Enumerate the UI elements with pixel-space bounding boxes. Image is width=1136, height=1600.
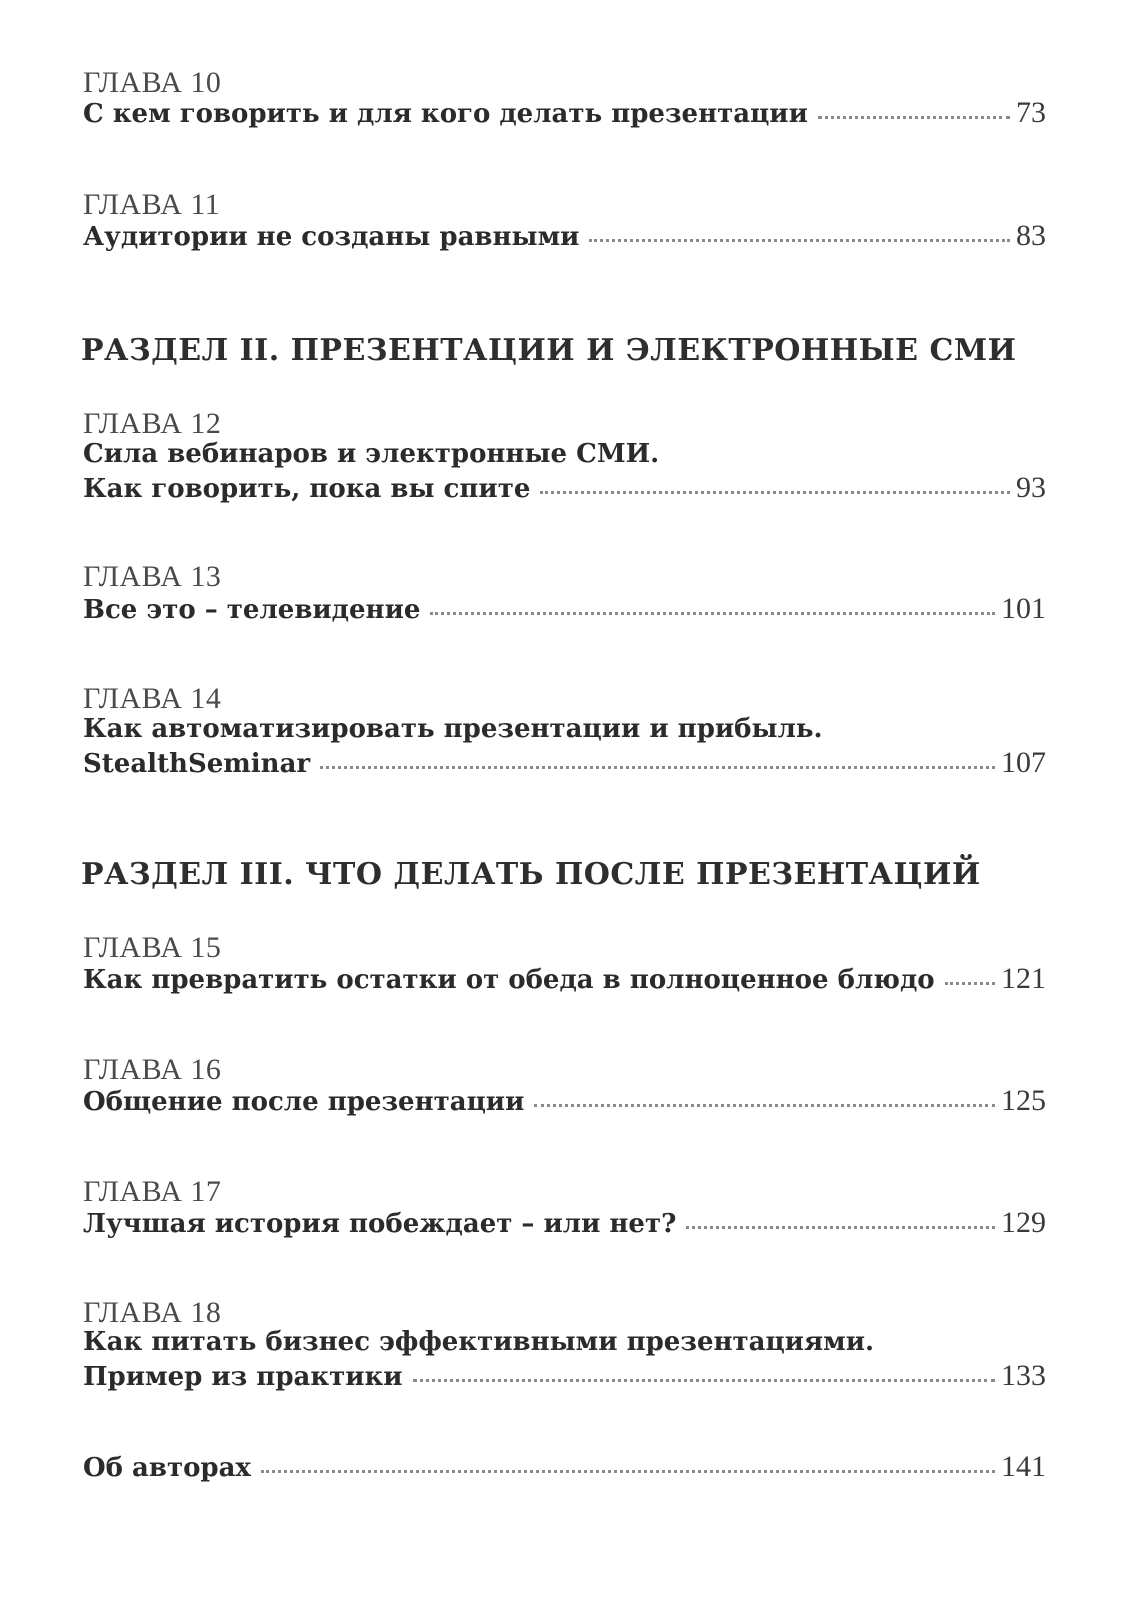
page-number: 125	[1001, 1084, 1046, 1117]
toc-entry-about-authors[interactable]	[83, 1452, 1046, 1482]
chapter-label: ГЛАВА 16	[83, 1053, 222, 1086]
chapter-label: ГЛАВА 11	[83, 188, 221, 221]
dot-leader	[534, 1104, 995, 1107]
toc-entry-chapter-13[interactable]	[83, 594, 1046, 624]
toc-entry-chapter-15[interactable]	[83, 964, 1046, 994]
entry-title: Об авторах	[83, 1453, 251, 1483]
page-number: 83	[1016, 219, 1046, 252]
chapter-title-line-2: Как говорить, пока вы спите	[83, 474, 531, 504]
chapter-label: ГЛАВА 18	[83, 1296, 222, 1329]
page-number: 73	[1016, 96, 1046, 129]
page-number: 93	[1016, 471, 1046, 504]
page-number: 133	[1001, 1359, 1046, 1392]
toc-entry-chapter-16[interactable]	[83, 1086, 1046, 1116]
toc-entry-chapter-12[interactable]	[83, 473, 1046, 503]
chapter-label: ГЛАВА 13	[83, 560, 222, 593]
page-number: 129	[1001, 1206, 1046, 1239]
chapter-title-line-1: Сила вебинаров и электронные СМИ.	[83, 439, 660, 469]
chapter-title: Общение после презентации	[83, 1087, 525, 1117]
dot-leader	[430, 612, 995, 615]
dot-leader	[540, 491, 1010, 494]
chapter-title: Как превратить остатки от обеда в полноценное блюдо	[83, 965, 935, 995]
dot-leader	[413, 1379, 995, 1382]
dot-leader	[818, 116, 1010, 119]
toc-entry-chapter-11[interactable]	[83, 221, 1046, 251]
page-number: 141	[1001, 1450, 1046, 1483]
chapter-label: ГЛАВА 15	[83, 931, 222, 964]
dot-leader	[320, 766, 995, 769]
chapter-title: Аудитории не созданы равными	[83, 222, 580, 252]
chapter-title-line-2: StealthSeminar	[83, 749, 311, 779]
chapter-title-line-1: Как питать бизнес эффективными презентациями.	[83, 1327, 875, 1357]
dot-leader	[686, 1226, 995, 1229]
dot-leader	[589, 239, 1010, 242]
toc-entry-chapter-18[interactable]	[83, 1361, 1046, 1391]
dot-leader	[261, 1470, 995, 1473]
section-heading-2: РАЗДЕЛ II. ПРЕЗЕНТАЦИИ И ЭЛЕКТРОННЫЕ СМИ	[81, 333, 1017, 368]
page-number: 107	[1001, 746, 1046, 779]
page-number: 101	[1001, 592, 1046, 625]
toc-entry-chapter-17[interactable]	[83, 1208, 1046, 1238]
chapter-title-line-2: Пример из практики	[83, 1362, 403, 1392]
page-number: 121	[1001, 962, 1046, 995]
chapter-title: С кем говорить и для кого делать презентации	[83, 99, 808, 129]
chapter-label: ГЛАВА 17	[83, 1175, 222, 1208]
chapter-label: ГЛАВА 12	[83, 407, 222, 440]
chapter-title: Лучшая история побеждает – или нет?	[83, 1209, 677, 1239]
chapter-title-line-1: Как автоматизировать презентации и прибыль.	[83, 714, 823, 744]
chapter-label: ГЛАВА 14	[83, 682, 222, 715]
toc-entry-chapter-10[interactable]	[83, 98, 1046, 128]
section-heading-3: РАЗДЕЛ III. ЧТО ДЕЛАТЬ ПОСЛЕ ПРЕЗЕНТАЦИЙ	[81, 857, 981, 892]
chapter-label: ГЛАВА 10	[83, 66, 222, 99]
chapter-title: Все это – телевидение	[83, 595, 421, 625]
dot-leader	[945, 982, 995, 985]
toc-entry-chapter-14[interactable]	[83, 748, 1046, 778]
